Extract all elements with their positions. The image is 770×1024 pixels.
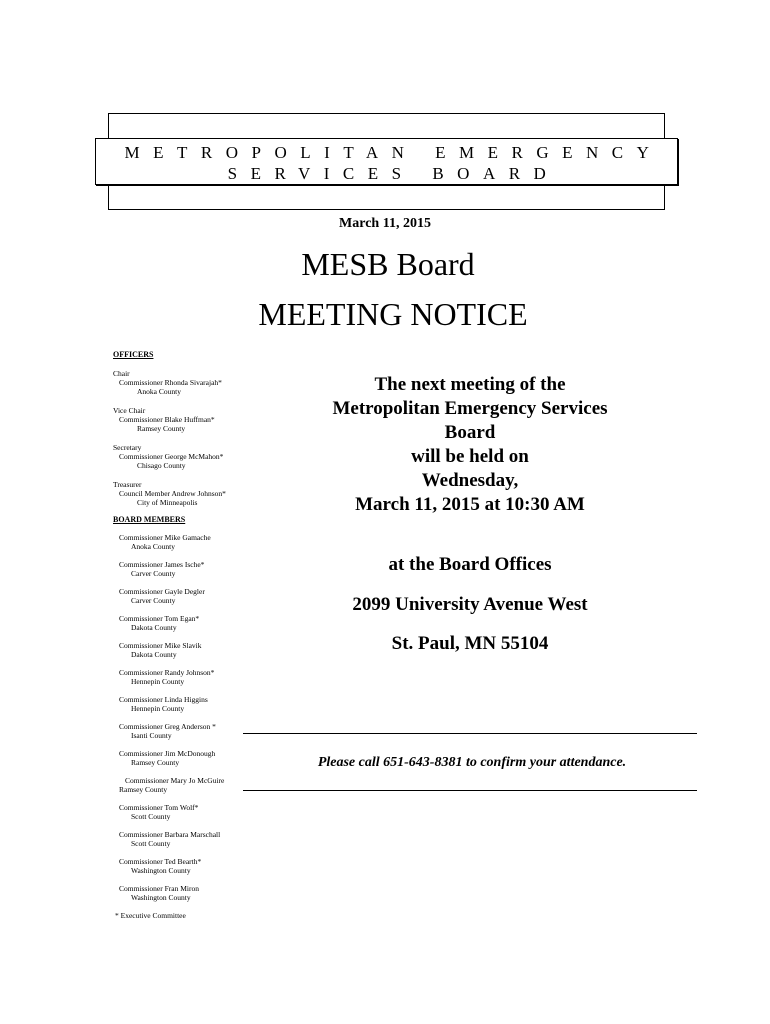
location-street: 2099 University Avenue West [352, 594, 588, 615]
officer-name: Commissioner George McMahon* [119, 452, 224, 461]
notice-date: March 11, 2015 [339, 216, 431, 231]
member-place: Dakota County [131, 650, 177, 659]
list-item [113, 749, 263, 767]
officer-name: Commissioner Blake Huffman* [119, 415, 215, 424]
member-name: Commissioner Greg Anderson * [119, 722, 216, 731]
member-name: Commissioner Tom Egan* [119, 614, 200, 623]
member-name: Commissioner Fran Miron [119, 884, 199, 893]
officer-name: Council Member Andrew Johnson* [119, 489, 226, 498]
member-name: Commissioner Jim McDonough [119, 749, 216, 758]
member-place: Dakota County [131, 623, 177, 632]
letterhead-bottom-band [108, 184, 665, 210]
divider [243, 733, 697, 734]
page-subtitle: MEETING NOTICE [258, 296, 528, 332]
list-item [113, 587, 263, 605]
member-place: Scott County [131, 839, 171, 848]
member-place: Ramsey County [119, 785, 168, 794]
member-name: Commissioner Tom Wolf* [119, 803, 199, 812]
list-item [113, 857, 263, 875]
member-place: Hennepin County [131, 704, 185, 713]
message-line: Metropolitan Emergency Services [332, 398, 608, 419]
member-place: Ramsey County [131, 758, 180, 767]
member-name: Commissioner James Ische* [119, 560, 205, 569]
page-title: MESB Board [301, 246, 475, 282]
member-name: Commissioner Ted Bearth* [119, 857, 202, 866]
list-item [113, 776, 263, 794]
board-members-list [113, 533, 263, 902]
divider [243, 790, 697, 791]
letterhead-line-2: SERVICES BOARD [227, 164, 560, 183]
location-venue: at the Board Offices [388, 554, 552, 575]
officer-role: Chair [113, 369, 130, 378]
officer-place: Anoka County [137, 387, 181, 396]
member-place: Carver County [131, 596, 176, 605]
member-place: Anoka County [131, 542, 175, 551]
member-name: Commissioner Barbara Marschall [119, 830, 221, 839]
officer-vice-chair [113, 406, 263, 433]
officers-heading: OFFICERS [113, 350, 154, 359]
list-item [113, 614, 263, 632]
officer-treasurer [113, 480, 263, 507]
message-line: Board [444, 422, 496, 443]
member-name: Commissioner Linda Higgins [119, 695, 208, 704]
list-item [113, 695, 263, 713]
board-roster [113, 350, 263, 920]
list-item [113, 722, 263, 740]
meeting-message [290, 373, 650, 517]
member-name: Commissioner Mike Slavik [119, 641, 202, 650]
letterhead-line-1: METROPOLITAN EMERGENCY [124, 143, 663, 162]
member-name: Commissioner Gayle Degler [119, 587, 205, 596]
member-place: Isanti County [131, 731, 172, 740]
letterhead-top-band [108, 113, 665, 139]
officer-place: City of Minneapolis [137, 498, 198, 507]
message-line: The next meeting of the [374, 374, 566, 395]
list-item [113, 803, 263, 821]
officer-name: Commissioner Rhonda Sivarajah* [119, 378, 222, 387]
list-item [113, 668, 263, 686]
officer-secretary [113, 443, 263, 470]
member-name: Commissioner Mike Gamache [119, 533, 211, 542]
list-item [113, 560, 263, 578]
officer-place: Chisago County [137, 461, 186, 470]
location-city: St. Paul, MN 55104 [391, 633, 549, 654]
member-name: Commissioner Mary Jo McGuire [125, 776, 225, 785]
officer-chair [113, 369, 263, 396]
message-line: will be held on [411, 446, 529, 467]
executive-committee-footnote: * Executive Committee [115, 911, 186, 920]
message-line: Wednesday, [421, 470, 519, 491]
member-place: Washington County [131, 866, 191, 875]
list-item [113, 533, 263, 551]
member-name: Commissioner Randy Johnson* [119, 668, 215, 677]
officer-place: Ramsey County [137, 424, 186, 433]
member-place: Hennepin County [131, 677, 185, 686]
list-item [113, 884, 263, 902]
member-place: Scott County [131, 812, 171, 821]
officer-role: Vice Chair [113, 406, 146, 415]
officer-role: Treasurer [113, 480, 142, 489]
list-item [113, 830, 263, 848]
message-line: March 11, 2015 at 10:30 AM [355, 494, 585, 515]
rsvp-note: Please call 651-643-8381 to confirm your attendance. [317, 755, 627, 770]
member-place: Washington County [131, 893, 191, 902]
list-item [113, 641, 263, 659]
officer-role: Secretary [113, 443, 142, 452]
member-place: Carver County [131, 569, 176, 578]
letterhead [95, 138, 678, 185]
board-members-heading: BOARD MEMBERS [113, 515, 186, 524]
